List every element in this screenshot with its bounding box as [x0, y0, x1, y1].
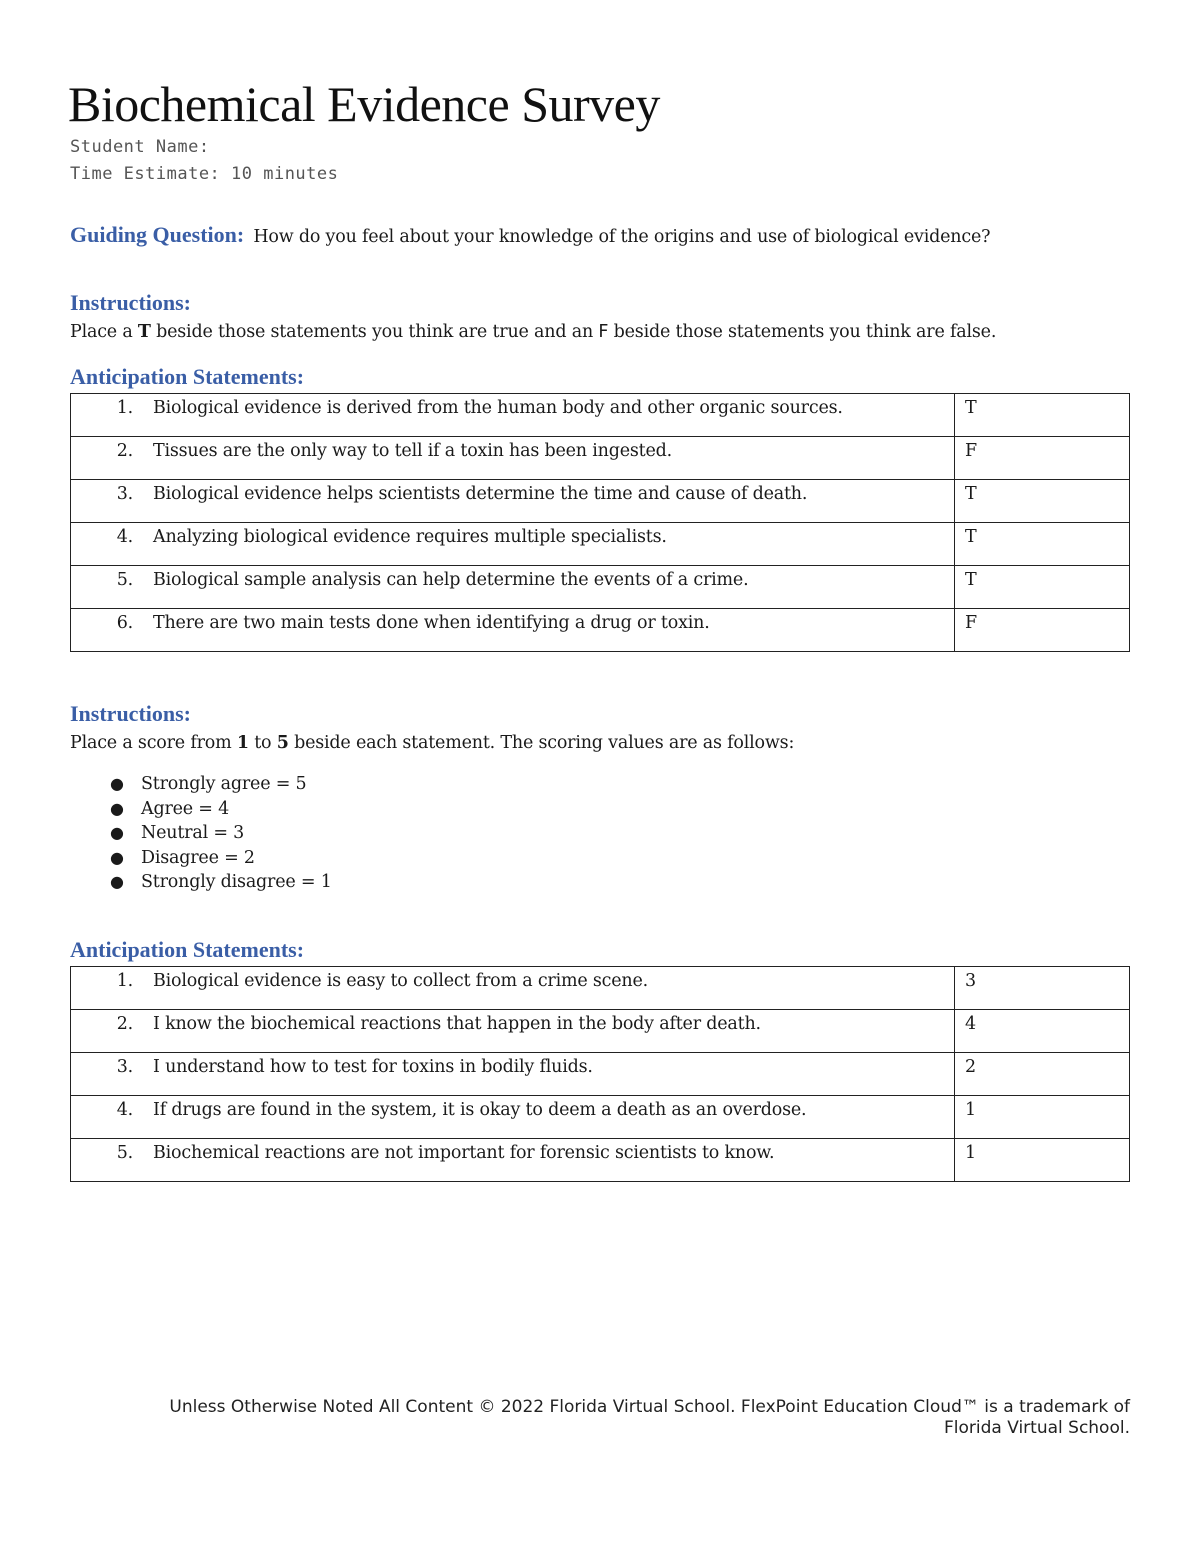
table-row: [71, 609, 1130, 652]
scale-item-text: Agree = 4: [141, 798, 230, 819]
statement-number: 2.: [116, 441, 133, 461]
table-row: [71, 1139, 1130, 1182]
statement-text: Biological sample analysis can help determine the events of a crime.: [153, 570, 749, 590]
answer-cell[interactable]: F: [955, 609, 1130, 652]
statement-text: I understand how to test for toxins in bodily fluids.: [153, 1057, 593, 1077]
score-high: 5: [276, 733, 289, 753]
statement-cell: [71, 1053, 955, 1096]
statement-number: 5.: [116, 570, 133, 590]
statement-cell: [71, 437, 955, 480]
statement-cell: [71, 394, 955, 437]
statement-text: Biological evidence helps scientists determine the time and cause of death.: [153, 484, 808, 504]
true-false-table: [70, 393, 1130, 652]
statement-number: 6.: [116, 613, 133, 633]
instructions-text-part: Place a: [70, 322, 138, 342]
bullet-icon: ●: [110, 847, 124, 867]
answer-cell[interactable]: 4: [955, 1010, 1130, 1053]
answer-cell[interactable]: 1: [955, 1139, 1130, 1182]
statement-number: 1.: [116, 398, 133, 418]
answer-cell[interactable]: T: [955, 566, 1130, 609]
true-marker: T: [137, 322, 151, 342]
scoring-scale-list: [70, 772, 332, 895]
instructions-text-2: [70, 733, 794, 753]
statement-cell: [71, 1096, 955, 1139]
student-name-label: Student Name:: [70, 137, 210, 157]
answer-cell[interactable]: 1: [955, 1096, 1130, 1139]
statement-text: If drugs are found in the system, it is okay to deem a death as an overdose.: [153, 1100, 807, 1120]
statement-text: Analyzing biological evidence requires multiple specialists.: [153, 527, 667, 547]
statement-cell: [71, 566, 955, 609]
statement-cell: [71, 1010, 955, 1053]
list-item: [70, 772, 332, 797]
footer-line-1: Unless Otherwise Noted All Content © 2022 Florida Virtual School. FlexPoint Education Cloud™ is a trademark of: [169, 1397, 1130, 1417]
statement-text: I know the biochemical reactions that happen in the body after death.: [153, 1014, 761, 1034]
table-row: [71, 967, 1130, 1010]
table-row: [71, 394, 1130, 437]
rating-table: [70, 966, 1130, 1182]
scale-item-text: Disagree = 2: [141, 847, 255, 868]
statement-cell: [71, 967, 955, 1010]
statement-cell: [71, 609, 955, 652]
table-row: [71, 437, 1130, 480]
answer-cell[interactable]: F: [955, 437, 1130, 480]
instructions-text-part: Place a score from: [70, 733, 237, 753]
table-row: [71, 480, 1130, 523]
statement-text: Biological evidence is easy to collect from a crime scene.: [153, 971, 649, 991]
statement-cell: [71, 523, 955, 566]
copyright-footer: [70, 1397, 1130, 1439]
statement-text: Biological evidence is derived from the human body and other organic sources.: [153, 398, 843, 418]
statement-number: 3.: [116, 1057, 133, 1077]
table-row: [71, 523, 1130, 566]
statement-text: Biochemical reactions are not important for forensic scientists to know.: [153, 1143, 775, 1163]
answer-cell[interactable]: T: [955, 523, 1130, 566]
instructions-text-part: beside each statement. The scoring values are as follows:: [288, 733, 795, 753]
list-item: [70, 870, 332, 895]
list-item: [70, 846, 332, 871]
statement-number: 5.: [116, 1143, 133, 1163]
scale-item-text: Strongly agree = 5: [141, 774, 307, 794]
statement-number: 2.: [116, 1014, 133, 1034]
bullet-icon: ●: [110, 774, 124, 793]
statement-cell: [71, 1139, 955, 1182]
answer-cell[interactable]: T: [955, 480, 1130, 523]
instructions-text-part: beside those statements you think are false.: [608, 322, 997, 342]
instructions-text-part: beside those statements you think are true and an: [150, 322, 599, 342]
guiding-question-label: Guiding Question:: [70, 222, 245, 247]
guiding-question-text: How do you feel about your knowledge of the origins and use of biological evidence?: [253, 227, 991, 247]
bullet-icon: ●: [110, 872, 124, 892]
statement-number: 1.: [116, 971, 133, 991]
guiding-question: [70, 222, 990, 248]
statement-number: 4.: [116, 527, 133, 547]
scale-item-text: Neutral = 3: [141, 823, 245, 844]
answer-cell[interactable]: 3: [955, 967, 1130, 1010]
statement-text: There are two main tests done when identifying a drug or toxin.: [153, 613, 710, 633]
statement-number: 4.: [116, 1100, 133, 1120]
instructions-heading-1: Instructions:: [70, 290, 192, 315]
bullet-icon: ●: [110, 798, 124, 818]
table-row: [71, 1010, 1130, 1053]
document-title: Biochemical Evidence Survey: [68, 76, 660, 132]
instructions-text-part: to: [248, 733, 277, 753]
table-row: [71, 1053, 1130, 1096]
statement-cell: [71, 480, 955, 523]
instructions-text-1: [70, 322, 996, 342]
footer-line-2: Florida Virtual School.: [943, 1418, 1130, 1438]
answer-cell[interactable]: T: [955, 394, 1130, 437]
answer-cell[interactable]: 2: [955, 1053, 1130, 1096]
bullet-icon: ●: [110, 823, 124, 843]
false-marker: F: [598, 322, 609, 342]
instructions-heading-2: Instructions:: [70, 701, 192, 726]
list-item: [70, 821, 332, 846]
score-low: 1: [236, 733, 249, 753]
anticipation-heading-1: Anticipation Statements:: [70, 364, 305, 389]
list-item: [70, 797, 332, 822]
anticipation-heading-2: Anticipation Statements:: [70, 937, 305, 962]
statement-number: 3.: [116, 484, 133, 504]
statement-text: Tissues are the only way to tell if a toxin has been ingested.: [153, 441, 672, 461]
table-row: [71, 1096, 1130, 1139]
scale-item-text: Strongly disagree = 1: [141, 872, 332, 893]
table-row: [71, 566, 1130, 609]
time-estimate: Time Estimate: 10 minutes: [70, 164, 339, 184]
